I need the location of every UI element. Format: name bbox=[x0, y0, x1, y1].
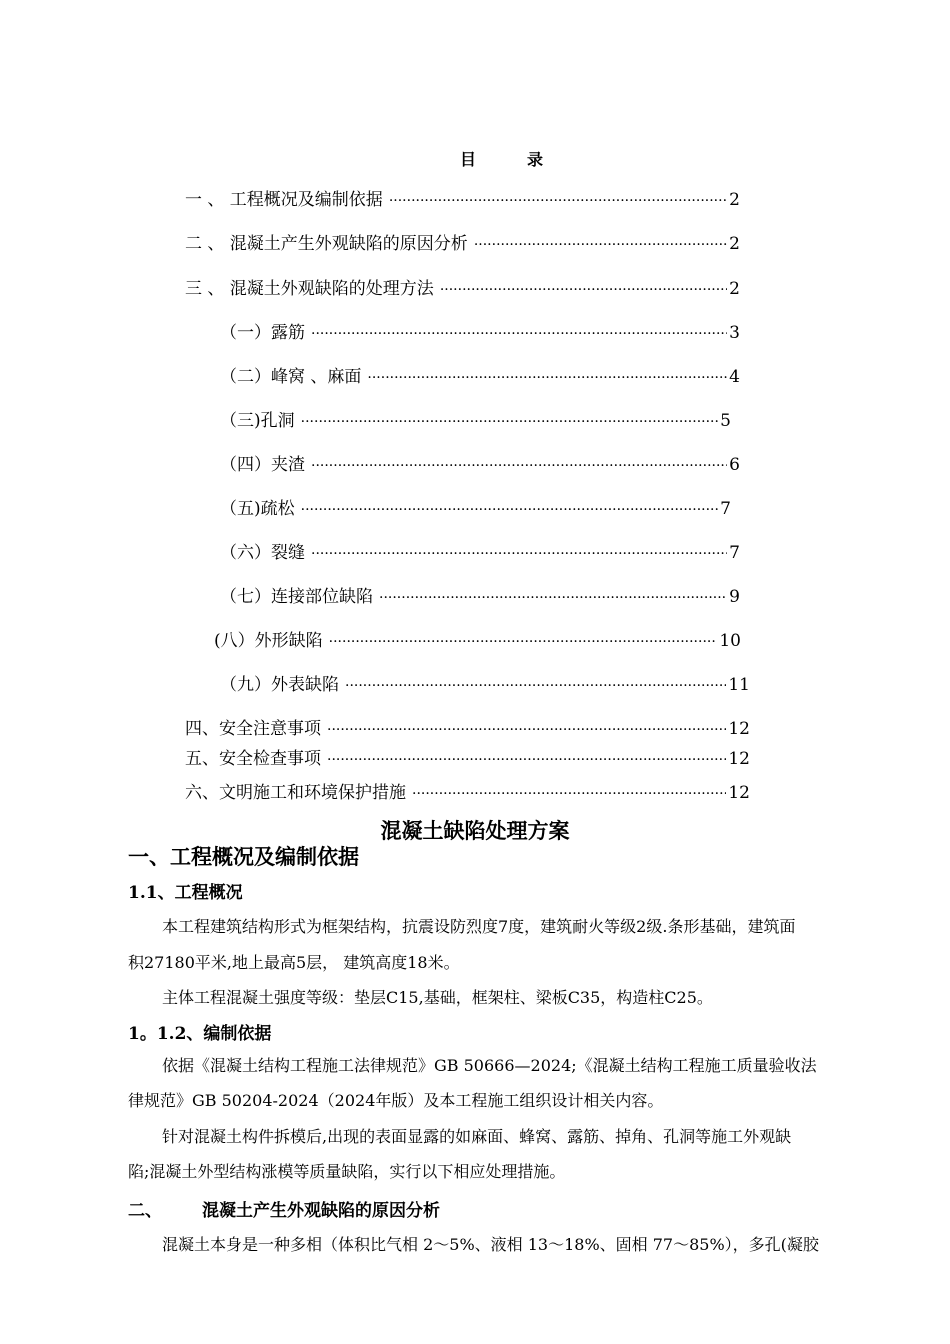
toc-item[interactable] bbox=[214, 629, 741, 653]
toc-item[interactable] bbox=[185, 188, 740, 212]
toc-leader bbox=[367, 366, 727, 390]
toc-item-label: （五)疏松 bbox=[220, 499, 295, 519]
toc-item[interactable] bbox=[220, 409, 731, 433]
toc-item[interactable] bbox=[220, 585, 740, 609]
toc-item-label: （九）外表缺陷 bbox=[220, 675, 339, 695]
toc-item-label: （六）裂缝 bbox=[220, 543, 305, 563]
toc-item-page: 4 bbox=[729, 367, 740, 387]
toc-item-page: 2 bbox=[729, 279, 740, 299]
toc-item-label: （三)孔洞 bbox=[220, 411, 295, 431]
toc-item-label: 四、安全注意事项 bbox=[185, 719, 321, 739]
toc-item[interactable] bbox=[185, 781, 750, 805]
toc-item-label: 五、安全检查事项 bbox=[185, 749, 321, 769]
toc-item-page: 7 bbox=[729, 543, 740, 563]
paragraph-line: 本工程建筑结构形式为框架结构，抗震设防烈度7度，建筑耐火等级2级.条形基础，建筑面 bbox=[162, 917, 796, 936]
toc-item-page: 9 bbox=[729, 587, 740, 607]
toc-item-label: (八）外形缺陷 bbox=[214, 631, 323, 651]
paragraph-line: 针对混凝土构件拆模后,出现的表面显露的如麻面、蜂窝、露筋、掉角、孔洞等施工外观缺 bbox=[162, 1127, 792, 1146]
toc-item-page: 12 bbox=[728, 783, 750, 803]
paragraph-line: 主体工程混凝土强度等级：垫层C15,基础，框架柱、梁板C35，构造柱C25。 bbox=[162, 988, 713, 1007]
toc-item-page: 7 bbox=[720, 499, 731, 519]
toc-leader bbox=[389, 189, 727, 213]
paragraph-line: 依据《混凝土结构工程施工法律规范》GB 50666—2024;《混凝土结构工程施工质量验收法 bbox=[162, 1056, 817, 1075]
toc-leader bbox=[311, 454, 727, 478]
toc-leader bbox=[412, 782, 726, 806]
toc-item-page: 12 bbox=[728, 749, 750, 769]
toc-item-page: 2 bbox=[729, 190, 740, 210]
section-2-heading-num: 二、 bbox=[128, 1201, 162, 1221]
toc-leader bbox=[301, 410, 719, 434]
toc-leader bbox=[329, 630, 718, 654]
toc-item[interactable] bbox=[185, 277, 740, 301]
toc-leader bbox=[311, 542, 727, 566]
paragraph-line: 混凝土本身是一种多相（体积比气相 2～5%、液相 13～18%、固相 77～85%），多孔(凝胶 bbox=[162, 1235, 819, 1254]
subsection-1-2-heading: 1。1.2、编制依据 bbox=[128, 1024, 272, 1044]
toc-item[interactable] bbox=[185, 717, 750, 741]
toc-item-label: （七）连接部位缺陷 bbox=[220, 587, 373, 607]
toc-item[interactable] bbox=[220, 365, 740, 389]
subsection-1-1-heading: 1.1、工程概况 bbox=[128, 883, 243, 903]
paragraph-line: 律规范》GB 50204-2024（2024年版）及本工程施工组织设计相关内容。 bbox=[128, 1091, 664, 1110]
section-2-heading bbox=[128, 1196, 440, 1221]
toc-leader bbox=[301, 498, 719, 522]
toc-item[interactable] bbox=[220, 673, 750, 697]
toc-item-page: 2 bbox=[729, 234, 740, 254]
toc-leader bbox=[327, 748, 726, 772]
paragraph-line: 陷;混凝土外型结构涨模等质量缺陷，实行以下相应处理措施。 bbox=[128, 1162, 566, 1181]
toc-item-label: 六、文明施工和环境保护措施 bbox=[185, 783, 406, 803]
toc-item[interactable] bbox=[220, 321, 740, 345]
toc-item[interactable] bbox=[185, 232, 740, 256]
toc-leader bbox=[311, 322, 727, 346]
section-2-heading-text: 混凝土产生外观缺陷的原因分析 bbox=[202, 1201, 440, 1221]
toc-leader bbox=[327, 718, 726, 742]
toc-title-right: 录 bbox=[527, 150, 544, 169]
toc-leader bbox=[379, 586, 727, 610]
toc-item-page: 5 bbox=[720, 411, 731, 431]
section-1-heading: 一、工程概况及编制依据 bbox=[128, 844, 359, 869]
toc-item[interactable] bbox=[185, 747, 750, 771]
toc-item-label: 二 、 混凝土产生外观缺陷的原因分析 bbox=[185, 234, 468, 254]
toc-title-left: 目 bbox=[460, 150, 477, 169]
toc-leader bbox=[345, 674, 726, 698]
paragraph-line: 积27180平米,地上最高5层， 建筑高度18米。 bbox=[128, 953, 460, 972]
toc-item[interactable] bbox=[220, 541, 740, 565]
toc-leader bbox=[440, 278, 727, 302]
toc-item[interactable] bbox=[220, 497, 731, 521]
toc-item-label: （一）露筋 bbox=[220, 323, 305, 343]
toc-item-label: 三 、 混凝土外观缺陷的处理方法 bbox=[185, 279, 434, 299]
toc-leader bbox=[474, 233, 727, 257]
toc-item[interactable] bbox=[220, 453, 740, 477]
document-title: 混凝土缺陷处理方案 bbox=[380, 818, 570, 843]
toc-item-page: 12 bbox=[728, 719, 750, 739]
toc-item-label: （四）夹渣 bbox=[220, 455, 305, 475]
toc-item-page: 11 bbox=[728, 675, 750, 695]
toc-item-label: （二）峰窝 、麻面 bbox=[220, 367, 362, 387]
toc-item-page: 10 bbox=[719, 631, 741, 651]
toc-item-label: 一 、 工程概况及编制依据 bbox=[185, 190, 383, 210]
toc-item-page: 3 bbox=[729, 323, 740, 343]
toc-item-page: 6 bbox=[729, 455, 740, 475]
